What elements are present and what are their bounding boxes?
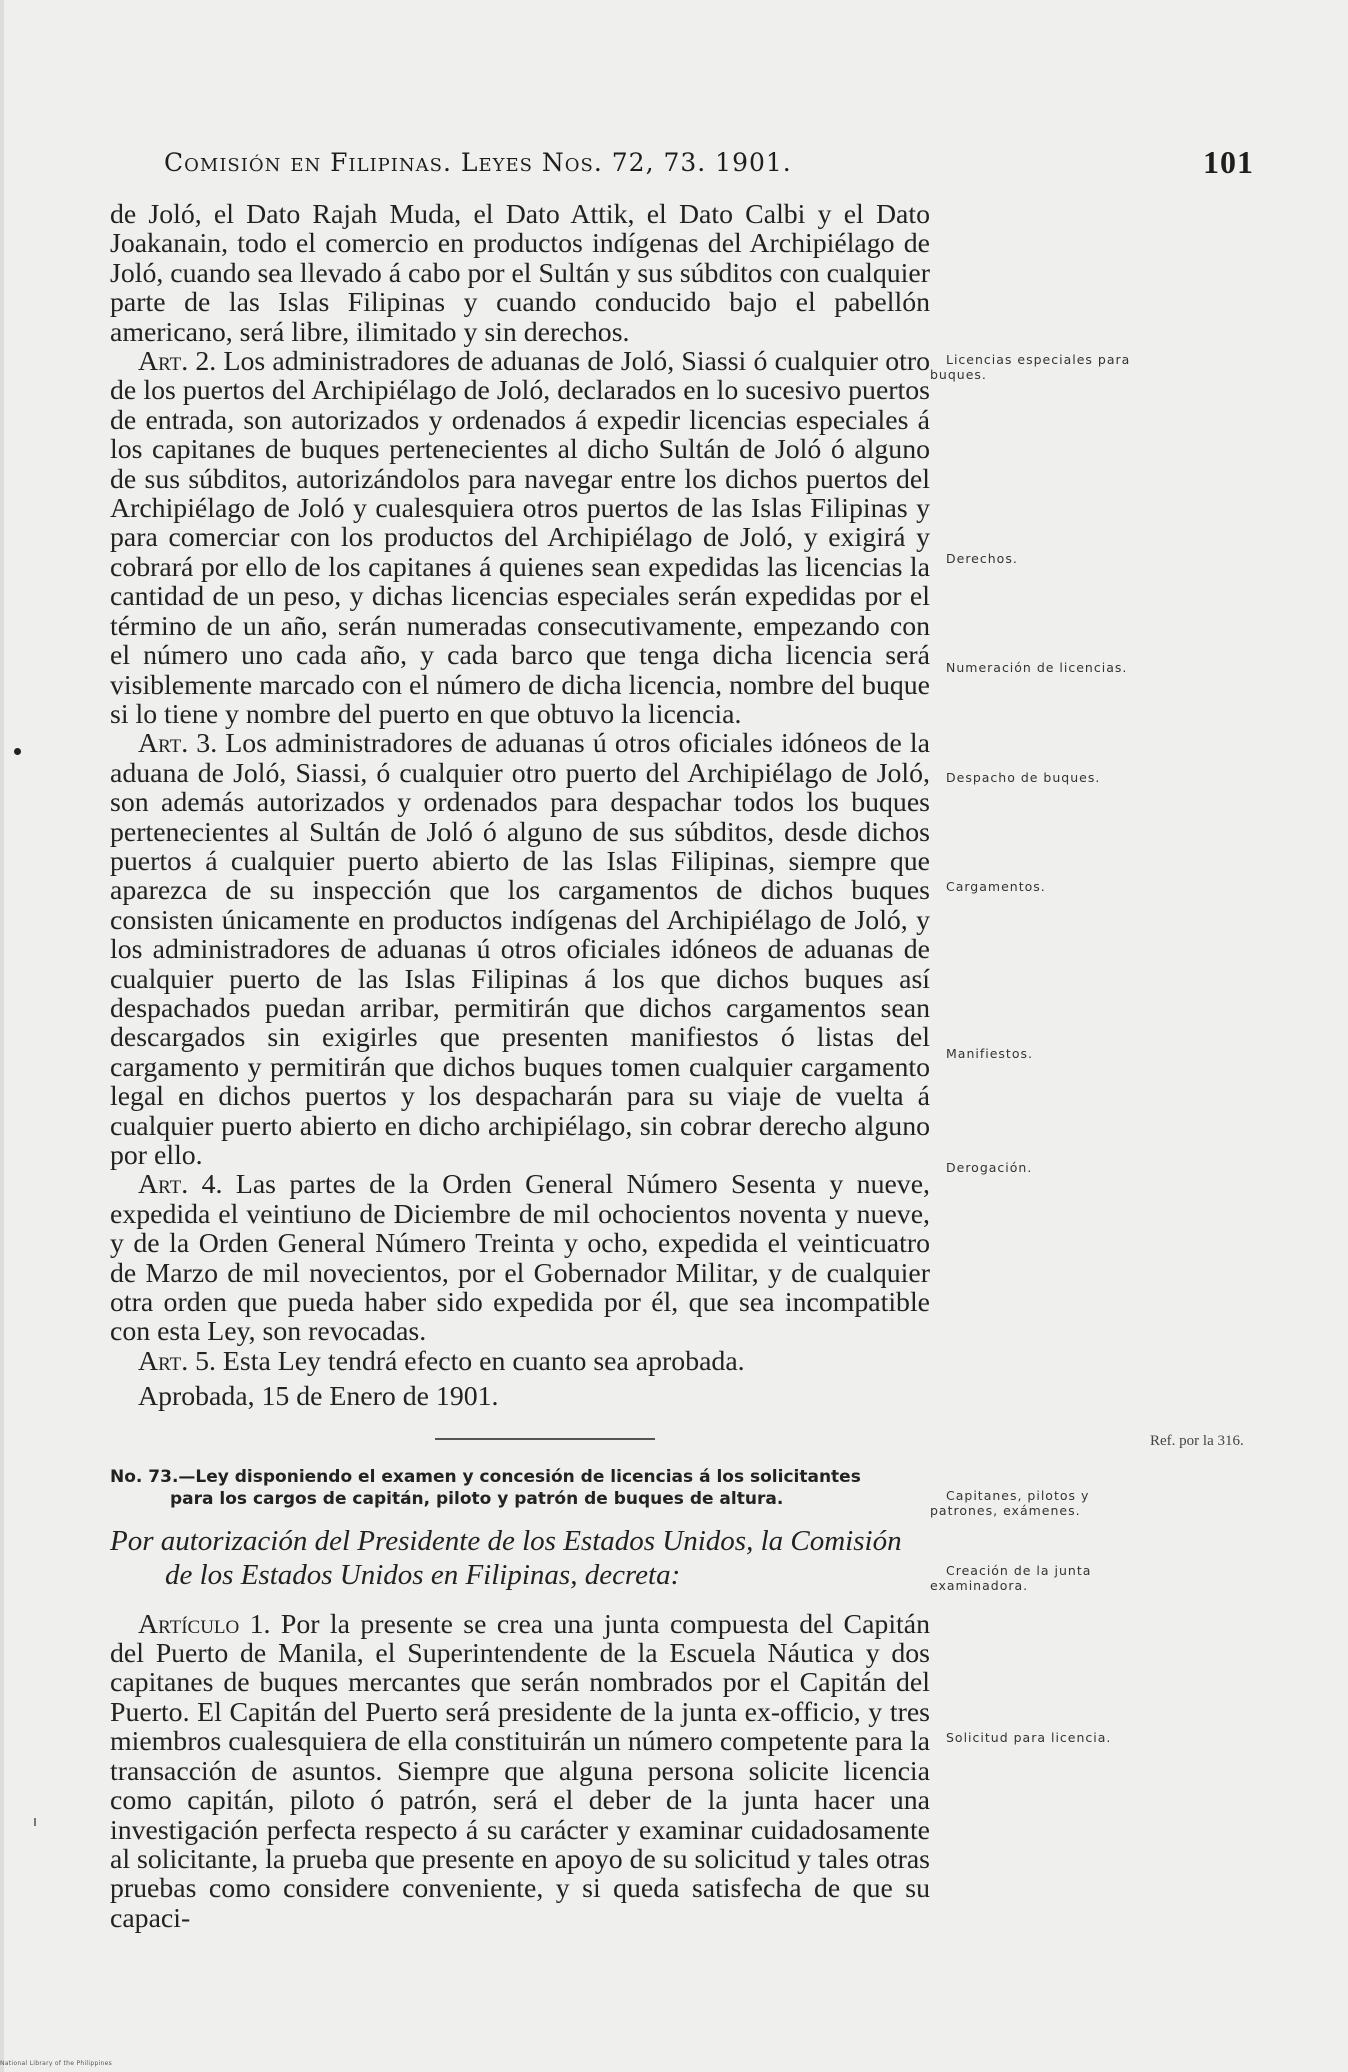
article-5 (110, 1347, 930, 1376)
article-label: Art. 2. (138, 346, 217, 378)
enacting-line2: de los Estados Unidos en Filipinas, decreta: (165, 1558, 681, 1591)
article-3 (110, 729, 930, 1170)
margin-note: Despacho de buques. (946, 770, 1101, 785)
article-label: Art. 3. (138, 728, 218, 760)
margin-note: Capitanes, pilotos y patrones, exámenes. (930, 1488, 1090, 1518)
section-divider (435, 1438, 655, 1440)
margin-note: Licencias especiales para buques. (930, 352, 1131, 382)
paragraph-continuation: de Joló, el Dato Rajah Muda, el Dato Attik, el Dato Calbi y el Dato Joakanain, todo el comercio en productos indígenas del Archipiélago de Joló, cuando sea llevado á cabo por el Sultán y sus súbditos con cualquier parte de las Islas Filipinas y cuando conducido bajo el pabellón americano, será libre, ilimitado y sin derechos. (110, 199, 930, 348)
article-text: Las partes de la Orden General Número Sesenta y nueve, expedida el veintiuno de Diciembre de mil ochocientos noventa y nueve, y de la Orden General Número Treinta y ocho, expedida el veinticuatro de Marzo de mil novecientos, por el Gobernador Militar, y de cualquier otra orden que pueda haber sido expedida por él, que sea incompatible con esta Ley, son revocadas. (110, 1169, 930, 1348)
article-2 (110, 347, 930, 729)
scan-edge (0, 0, 4, 2072)
margin-note: Creación de la junta examinadora. (930, 1563, 1092, 1593)
margin-note: Numeración de licencias. (946, 660, 1128, 675)
margin-note: Derogación. (946, 1160, 1033, 1175)
approval-date: Aprobada, 15 de Enero de 1901. (138, 1381, 499, 1413)
article-text: Esta Ley tendrá efecto en cuanto sea aprobada. (222, 1345, 745, 1377)
article-label: Artículo 1. (138, 1608, 271, 1640)
margin-note: Cargamentos. (946, 879, 1046, 894)
page-number: 101 (1203, 144, 1254, 180)
reference-note: Ref. por la 316. (1150, 1433, 1244, 1449)
article-text: Los administradores de aduanas de Joló, Siassi ó cualquier otro de los puertos del Archipiélago de Joló, declarados en lo sucesivo puertos de entrada, son autorizados y ordenados á expedir licencias especiales á los capitanes de buques pertenecientes al dicho Sultán de Joló ó alguno de sus súbditos, autorizándolos para navegar entre los dichos puertos del Archipiélago de Joló y cualesquiera otros puertos de las Islas Filipinas y para comerciar con los productos del Archipiélago de Joló, y exigirá y cobrará por ello de los capitanes á quienes sean expedidas las licencias la cantidad de un peso, y dichas licencias especiales serán expedidas por el término de un año, serán numeradas consecutivamente, empezando con el número uno cada año, y cada barco que tenga dicha licencia será visiblemente marcado con el número de dicha licencia, nombre del buque si lo tiene y nombre del puerto en que obtuvo la licencia. (110, 346, 931, 730)
scan-speck (14, 748, 21, 755)
main-text (110, 200, 930, 1933)
law-title-line1: No. 73.—Ley disponiendo el examen y concesión de licencias á los solicitantes (110, 1466, 861, 1487)
article-4 (110, 1170, 930, 1346)
margin-note: Solicitud para licencia. (946, 1730, 1112, 1745)
law-title-line2: para los cargos de capitán, piloto y patrón de buques de altura. (170, 1488, 784, 1509)
enacting-line1: Por autorización del Presidente de los Estados Unidos, la Comisión (110, 1524, 902, 1557)
article-text: Por la presente se crea una junta compuesta del Capitán del Puerto de Manila, el Superintendente de la Escuela Náutica y dos capitanes de buques mercantes que serán nombrados por el Capitán del Puerto. El Capitán del Puerto será presidente de la junta ex-officio, y tres miembros cualesquiera de ella constituirán un número competente para la transacción de asuntos. Siempre que alguna persona solicite licencia como capitán, piloto ó patrón, será el deber de la junta hacer una investigación perfecta respecto á su carácter y examinar cuidadosamente al solicitante, la prueba que presente en apoyo de su solicitud y tales otras pruebas como considere conveniente, y si queda satisfecha de que su capaci- (110, 1608, 931, 1934)
scan-mark (34, 1818, 36, 1826)
article-text: Los administradores de aduanas ú otros oficiales idóneos de la aduana de Joló, Siassi, ó cualquier otro puerto del Archipiélago de Joló, son además autorizados y ordenados para despachar todos los buques pertenecientes al Sultán de Joló ó alguno de sus súbditos, desde dichos puertos á cualquier puerto abierto de las Islas Filipinas, siempre que aparezca de su inspección que los cargamentos de dichos buques consisten únicamente en productos indígenas del Archipiélago de Joló, y los administradores de aduanas ú otros oficiales idóneos de aduanas de cualquier puerto de las Islas Filipinas á los que dichos buques así despachados puedan arribar, permitirán que dichos cargamentos sean descargados sin exigirles que presenten manifiestos ó listas del cargamento y permitirán que dichos buques tomen cualquier cargamento legal en dichos puertos y los despacharán para su viaje de vuelta á cualquier puerto abierto en dicho archipiélago, sin cobrar derecho alguno por ello. (110, 728, 930, 1171)
article-label: Art. 4. (138, 1169, 223, 1201)
article-1 (110, 1610, 930, 1933)
law-73-title (110, 1466, 930, 1510)
margin-note: Derechos. (946, 551, 1018, 566)
margin-note: Manifiestos. (946, 1046, 1033, 1061)
article-label: Art. 5. (138, 1345, 216, 1377)
enacting-clause (110, 1524, 930, 1592)
library-stamp: National Library of the Philippines (0, 2060, 113, 2067)
running-title: Comisión en Filipinas. Leyes Nos. 72, 73. 1901. (164, 148, 792, 177)
